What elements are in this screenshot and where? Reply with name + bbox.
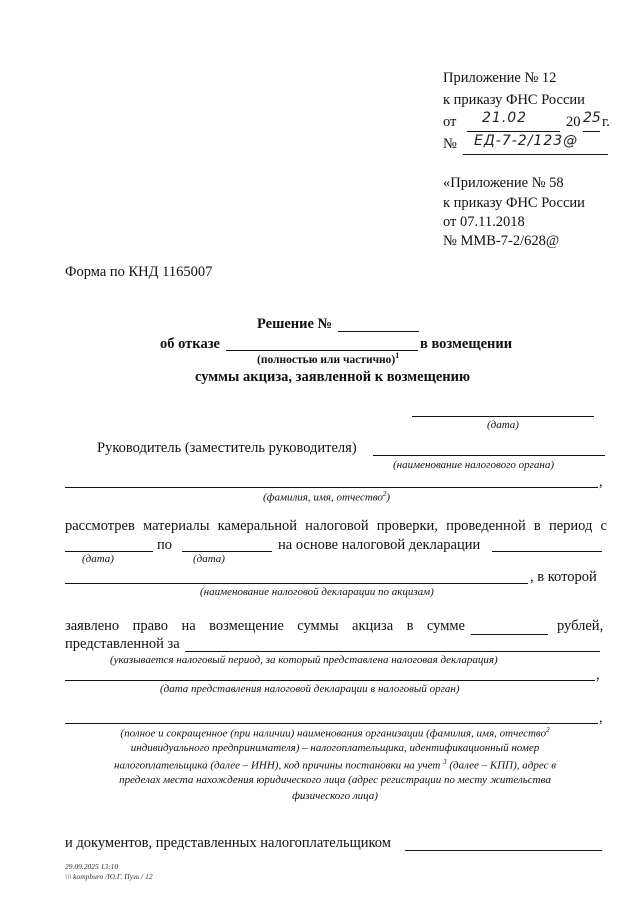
refusal-label: об отказе — [160, 336, 220, 352]
form-code: Форма по КНД 1165007 — [65, 264, 213, 280]
cap-decision-date: (дата) — [487, 419, 519, 431]
prev-appendix-line-3: от 07.11.2018 — [443, 214, 525, 230]
decision-title: Решение № — [257, 316, 333, 332]
on-basis-label: на основе налоговой декларации — [278, 537, 481, 553]
cap-end-date: (дата) — [193, 553, 225, 565]
cap-org-4: пределах места нахождения юридического лица (адрес регистрации по месту жительства — [119, 774, 551, 786]
organization-line — [65, 723, 598, 724]
cap-org-5: физического лица) — [292, 790, 378, 802]
prev-appendix-line-4: № ММВ-7-2/628@ — [443, 233, 560, 249]
handwritten-date: 21.02 — [482, 110, 528, 126]
cap-org-2: индивидуального предпринимателя) – налогоплательщика, идентификационный номер — [130, 742, 540, 754]
review-line: рассмотрев материалы камеральной налоговой проверки, проведенной в период с — [65, 518, 607, 534]
cap-declaration-name: (наименование налоговой декларации по акцизам) — [200, 586, 434, 598]
cap-fio: (фамилия, имя, отчество$^2$) — [263, 490, 391, 504]
po-label: по — [157, 537, 173, 553]
documents-label: и документов, представленных налогоплательщиком — [65, 835, 391, 851]
cap-period: (указывается налоговый период, за который представлена налоговая декларация) — [110, 654, 498, 666]
number-underline — [463, 154, 608, 155]
cap-tax-organ: (наименование налогового органа) — [393, 459, 555, 471]
fully-or-partially: (полностью или частично)$^1$ — [257, 351, 400, 366]
decision-number-line — [338, 331, 419, 332]
number-prefix: № — [443, 136, 457, 152]
cap-decl-date: (дата представления налоговой декларации в налоговый орган) — [160, 683, 460, 695]
excise-title-line: суммы акциза, заявленной к возмещению — [195, 369, 471, 385]
period-end-line — [182, 551, 272, 552]
decl-date-comma: , — [596, 667, 600, 683]
handwritten-year: 25 — [583, 110, 601, 126]
period-start-line — [65, 551, 153, 552]
appendix-line-1: Приложение № 12 — [443, 70, 557, 86]
rubles-label: рублей, — [557, 618, 604, 634]
presented-for-label: представленной за — [65, 636, 180, 652]
decl-date-line — [65, 680, 595, 681]
period-line — [185, 651, 600, 652]
head-label: Руководитель (заместитель руководителя) — [97, 440, 357, 456]
footer-timestamp: 29.09.2025 13:10 — [65, 862, 119, 871]
claimed-line: заявлено право на возмещение суммы акциза в сумме — [65, 618, 465, 634]
appendix-line-2: к приказу ФНС России — [443, 92, 585, 108]
decision-date-line — [412, 416, 594, 417]
in-which-label: , в которой — [530, 569, 597, 585]
declaration-line — [492, 551, 602, 552]
prev-appendix-line-2: к приказу ФНС России — [443, 195, 585, 211]
year-underline — [583, 131, 600, 132]
tax-organ-line — [373, 455, 605, 456]
cap-start-date: (дата) — [82, 553, 114, 565]
organization-comma: , — [599, 710, 603, 726]
amount-line — [471, 634, 548, 635]
fio-comma: , — [599, 474, 603, 490]
year-prefix: 20 — [566, 114, 581, 130]
cap-org-3: налогоплательщика (далее – ИНН), код причины постановки на учет $^3$ (далее – КПП), адрес в — [114, 758, 556, 772]
footer-author: \\\ kompburo /Ю.Г. Пузь / 12 — [65, 872, 153, 881]
declaration-name-line — [65, 583, 528, 584]
prev-appendix-line-1: «Приложение № 58 — [443, 175, 564, 191]
documents-line — [405, 850, 602, 851]
handwritten-number: ЕД-7-2/123@ — [474, 133, 579, 149]
reimbursement-label: в возмещении — [420, 336, 513, 352]
year-g: г. — [602, 114, 610, 130]
fio-line — [65, 487, 598, 488]
cap-org-1: (полное и сокращенное (при наличии) наименования организации (фамилия, имя, отчество$^2$ — [120, 726, 550, 740]
date-prefix: от — [443, 114, 457, 130]
date-underline — [467, 131, 560, 132]
